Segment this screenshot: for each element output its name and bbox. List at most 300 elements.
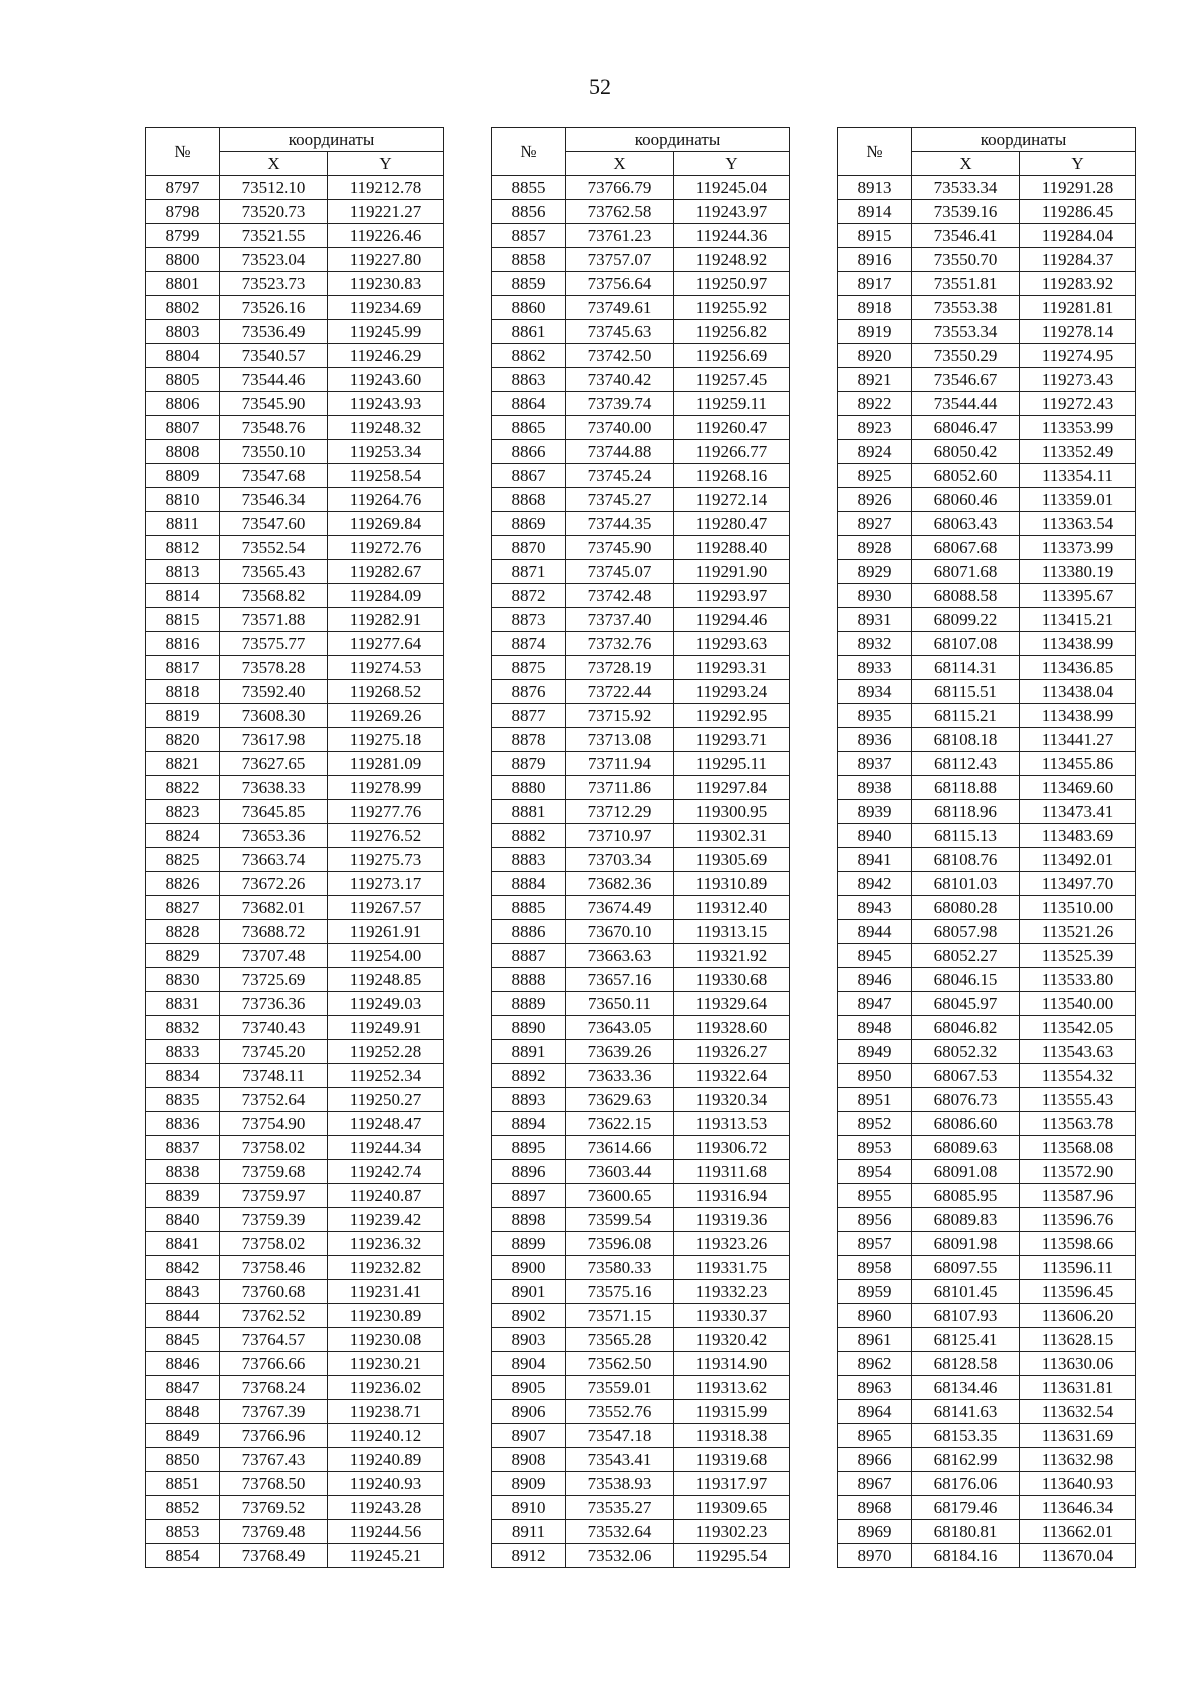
table-row: [492, 344, 790, 368]
x-coordinate-cell: 73614.66: [566, 1136, 674, 1160]
x-coordinate-cell: 68097.55: [912, 1256, 1020, 1280]
table-row: [838, 512, 1136, 536]
table-row: [492, 872, 790, 896]
y-coordinate-cell: 119273.17: [328, 872, 444, 896]
point-number-cell: 8930: [838, 584, 912, 608]
point-number-cell: 8896: [492, 1160, 566, 1184]
point-number-cell: 8924: [838, 440, 912, 464]
point-number-cell: 8800: [146, 248, 220, 272]
y-coordinate-cell: 119272.76: [328, 536, 444, 560]
point-number-cell: 8875: [492, 656, 566, 680]
table-row: [492, 1352, 790, 1376]
y-coordinate-cell: 119319.68: [674, 1448, 790, 1472]
table-row: [146, 1184, 444, 1208]
x-coordinate-cell: 68067.68: [912, 536, 1020, 560]
table-row: [492, 512, 790, 536]
x-coordinate-cell: 73737.40: [566, 608, 674, 632]
y-coordinate-cell: 113631.81: [1020, 1376, 1136, 1400]
x-coordinate-cell: 73768.50: [220, 1472, 328, 1496]
point-number-cell: 8958: [838, 1256, 912, 1280]
x-coordinate-cell: 73764.57: [220, 1328, 328, 1352]
x-coordinate-cell: 73633.36: [566, 1064, 674, 1088]
y-coordinate-cell: 119286.45: [1020, 200, 1136, 224]
x-coordinate-cell: 68134.46: [912, 1376, 1020, 1400]
y-coordinate-cell: 113438.99: [1020, 704, 1136, 728]
point-number-cell: 8866: [492, 440, 566, 464]
y-coordinate-cell: 113596.11: [1020, 1256, 1136, 1280]
point-number-cell: 8912: [492, 1544, 566, 1568]
table-row: [838, 992, 1136, 1016]
table-row: [146, 944, 444, 968]
y-coordinate-cell: 119291.28: [1020, 176, 1136, 200]
x-coordinate-cell: 73622.15: [566, 1112, 674, 1136]
x-coordinate-cell: 73629.63: [566, 1088, 674, 1112]
point-number-cell: 8960: [838, 1304, 912, 1328]
y-coordinate-cell: 119276.52: [328, 824, 444, 848]
x-coordinate-cell: 68180.81: [912, 1520, 1020, 1544]
point-number-cell: 8963: [838, 1376, 912, 1400]
point-number-cell: 8916: [838, 248, 912, 272]
y-coordinate-cell: 119284.09: [328, 584, 444, 608]
point-number-cell: 8928: [838, 536, 912, 560]
x-coordinate-cell: 68050.42: [912, 440, 1020, 464]
point-number-cell: 8855: [492, 176, 566, 200]
y-coordinate-cell: 113555.43: [1020, 1088, 1136, 1112]
table-row: [838, 1112, 1136, 1136]
y-coordinate-cell: 119269.26: [328, 704, 444, 728]
table-row: [146, 1136, 444, 1160]
point-number-cell: 8900: [492, 1256, 566, 1280]
point-number-cell: 8902: [492, 1304, 566, 1328]
point-number-cell: 8821: [146, 752, 220, 776]
y-coordinate-cell: 119309.65: [674, 1496, 790, 1520]
y-coordinate-cell: 113521.26: [1020, 920, 1136, 944]
x-coordinate-cell: 73546.67: [912, 368, 1020, 392]
table-row: [492, 1520, 790, 1544]
x-coordinate-cell: 73603.44: [566, 1160, 674, 1184]
y-coordinate-cell: 113587.96: [1020, 1184, 1136, 1208]
y-coordinate-cell: 113438.99: [1020, 632, 1136, 656]
point-number-cell: 8802: [146, 296, 220, 320]
y-coordinate-cell: 119252.28: [328, 1040, 444, 1064]
y-coordinate-cell: 119245.99: [328, 320, 444, 344]
x-coordinate-cell: 73769.48: [220, 1520, 328, 1544]
table-row: [146, 656, 444, 680]
point-number-cell: 8803: [146, 320, 220, 344]
table-row: [492, 296, 790, 320]
point-number-cell: 8846: [146, 1352, 220, 1376]
table-row: [146, 680, 444, 704]
table-row: [838, 1376, 1136, 1400]
x-coordinate-cell: 68115.21: [912, 704, 1020, 728]
table-row: [838, 776, 1136, 800]
table-row: [146, 920, 444, 944]
table-row: [146, 1232, 444, 1256]
point-number-cell: 8829: [146, 944, 220, 968]
table-row: [492, 1424, 790, 1448]
point-number-cell: 8880: [492, 776, 566, 800]
x-coordinate-cell: 73674.49: [566, 896, 674, 920]
y-coordinate-cell: 119246.29: [328, 344, 444, 368]
y-coordinate-cell: 119278.99: [328, 776, 444, 800]
y-coordinate-cell: 119293.24: [674, 680, 790, 704]
y-coordinate-cell: 119240.12: [328, 1424, 444, 1448]
y-coordinate-cell: 113510.00: [1020, 896, 1136, 920]
y-coordinate-cell: 119320.42: [674, 1328, 790, 1352]
table-row: [146, 608, 444, 632]
point-number-cell: 8819: [146, 704, 220, 728]
table-row: [146, 1424, 444, 1448]
y-coordinate-cell: 119248.85: [328, 968, 444, 992]
point-number-cell: 8944: [838, 920, 912, 944]
point-number-cell: 8851: [146, 1472, 220, 1496]
point-number-cell: 8907: [492, 1424, 566, 1448]
table-row: [146, 896, 444, 920]
y-coordinate-cell: 119284.37: [1020, 248, 1136, 272]
point-number-cell: 8811: [146, 512, 220, 536]
x-coordinate-cell: 73580.33: [566, 1256, 674, 1280]
x-coordinate-cell: 68091.98: [912, 1232, 1020, 1256]
table-row: [146, 1520, 444, 1544]
table-row: [146, 1376, 444, 1400]
table-row: [146, 536, 444, 560]
point-number-cell: 8799: [146, 224, 220, 248]
x-coordinate-cell: 73757.07: [566, 248, 674, 272]
point-number-cell: 8858: [492, 248, 566, 272]
table-row: [146, 1352, 444, 1376]
x-coordinate-cell: 73512.10: [220, 176, 328, 200]
x-coordinate-cell: 68128.58: [912, 1352, 1020, 1376]
table-row: [146, 344, 444, 368]
x-coordinate-cell: 73578.28: [220, 656, 328, 680]
x-coordinate-cell: 73767.43: [220, 1448, 328, 1472]
x-coordinate-cell: 73745.63: [566, 320, 674, 344]
y-coordinate-cell: 119273.43: [1020, 368, 1136, 392]
table-row: [146, 392, 444, 416]
point-number-cell: 8891: [492, 1040, 566, 1064]
y-coordinate-cell: 119250.27: [328, 1088, 444, 1112]
point-number-cell: 8940: [838, 824, 912, 848]
point-number-cell: 8810: [146, 488, 220, 512]
table-row: [838, 968, 1136, 992]
x-coordinate-cell: 73538.93: [566, 1472, 674, 1496]
x-coordinate-cell: 73740.42: [566, 368, 674, 392]
table-row: [146, 416, 444, 440]
x-coordinate-cell: 68089.63: [912, 1136, 1020, 1160]
table-row: [838, 1232, 1136, 1256]
point-number-cell: 8888: [492, 968, 566, 992]
point-number-cell: 8925: [838, 464, 912, 488]
y-coordinate-cell: 119275.73: [328, 848, 444, 872]
x-coordinate-cell: 73547.18: [566, 1424, 674, 1448]
y-coordinate-cell: 119236.02: [328, 1376, 444, 1400]
point-number-cell: 8931: [838, 608, 912, 632]
y-coordinate-cell: 113670.04: [1020, 1544, 1136, 1568]
point-number-cell: 8838: [146, 1160, 220, 1184]
table-row: [838, 368, 1136, 392]
x-coordinate-cell: 73759.39: [220, 1208, 328, 1232]
y-coordinate-cell: 119245.21: [328, 1544, 444, 1568]
x-coordinate-cell: 68076.73: [912, 1088, 1020, 1112]
table-row: [492, 200, 790, 224]
y-coordinate-cell: 119248.47: [328, 1112, 444, 1136]
table-row: [146, 752, 444, 776]
point-number-cell: 8956: [838, 1208, 912, 1232]
y-coordinate-cell: 119269.84: [328, 512, 444, 536]
point-number-cell: 8894: [492, 1112, 566, 1136]
x-coordinate-cell: 73745.27: [566, 488, 674, 512]
y-coordinate-cell: 119267.57: [328, 896, 444, 920]
y-coordinate-cell: 113352.49: [1020, 440, 1136, 464]
x-coordinate-cell: 73523.04: [220, 248, 328, 272]
y-coordinate-cell: 119292.95: [674, 704, 790, 728]
y-coordinate-cell: 119306.72: [674, 1136, 790, 1160]
point-number-cell: 8847: [146, 1376, 220, 1400]
table-row: [492, 1376, 790, 1400]
x-coordinate-cell: 73643.05: [566, 1016, 674, 1040]
header-number: №: [492, 128, 566, 176]
y-coordinate-cell: 119258.54: [328, 464, 444, 488]
point-number-cell: 8885: [492, 896, 566, 920]
table-row: [492, 392, 790, 416]
table-row: [838, 1496, 1136, 1520]
y-coordinate-cell: 119243.97: [674, 200, 790, 224]
table-row: [492, 224, 790, 248]
point-number-cell: 8883: [492, 848, 566, 872]
x-coordinate-cell: 73749.61: [566, 296, 674, 320]
point-number-cell: 8932: [838, 632, 912, 656]
table-row: [838, 584, 1136, 608]
x-coordinate-cell: 73758.46: [220, 1256, 328, 1280]
coordinate-table-2: [491, 127, 790, 1568]
x-coordinate-cell: 73766.66: [220, 1352, 328, 1376]
point-number-cell: 8864: [492, 392, 566, 416]
y-coordinate-cell: 119332.23: [674, 1280, 790, 1304]
table-row: [492, 1544, 790, 1568]
y-coordinate-cell: 119295.11: [674, 752, 790, 776]
point-number-cell: 8913: [838, 176, 912, 200]
y-coordinate-cell: 119319.36: [674, 1208, 790, 1232]
point-number-cell: 8809: [146, 464, 220, 488]
y-coordinate-cell: 113533.80: [1020, 968, 1136, 992]
coordinate-tables: [0, 127, 1200, 1587]
table-row: [492, 488, 790, 512]
x-coordinate-cell: 73663.74: [220, 848, 328, 872]
y-coordinate-cell: 113525.39: [1020, 944, 1136, 968]
table-row: [492, 440, 790, 464]
x-coordinate-cell: 73759.97: [220, 1184, 328, 1208]
table-row: [838, 560, 1136, 584]
table-row: [146, 1496, 444, 1520]
table-row: [146, 320, 444, 344]
x-coordinate-cell: 73710.97: [566, 824, 674, 848]
table-row: [146, 1016, 444, 1040]
x-coordinate-cell: 73752.64: [220, 1088, 328, 1112]
point-number-cell: 8914: [838, 200, 912, 224]
x-coordinate-cell: 73657.16: [566, 968, 674, 992]
x-coordinate-cell: 68101.03: [912, 872, 1020, 896]
y-coordinate-cell: 113646.34: [1020, 1496, 1136, 1520]
y-coordinate-cell: 119316.94: [674, 1184, 790, 1208]
table-row: [838, 1136, 1136, 1160]
x-coordinate-cell: 73688.72: [220, 920, 328, 944]
point-number-cell: 8887: [492, 944, 566, 968]
point-number-cell: 8905: [492, 1376, 566, 1400]
table-row: [146, 248, 444, 272]
point-number-cell: 8841: [146, 1232, 220, 1256]
y-coordinate-cell: 119260.47: [674, 416, 790, 440]
y-coordinate-cell: 119244.36: [674, 224, 790, 248]
table-row: [146, 1400, 444, 1424]
y-coordinate-cell: 119248.32: [328, 416, 444, 440]
x-coordinate-cell: 68067.53: [912, 1064, 1020, 1088]
table-row: [146, 224, 444, 248]
table-row: [492, 680, 790, 704]
table-row: [838, 344, 1136, 368]
y-coordinate-cell: 119314.90: [674, 1352, 790, 1376]
point-number-cell: 8947: [838, 992, 912, 1016]
y-coordinate-cell: 119281.81: [1020, 296, 1136, 320]
x-coordinate-cell: 68052.32: [912, 1040, 1020, 1064]
table-row: [838, 1544, 1136, 1568]
x-coordinate-cell: 68112.43: [912, 752, 1020, 776]
x-coordinate-cell: 68088.58: [912, 584, 1020, 608]
point-number-cell: 8918: [838, 296, 912, 320]
x-coordinate-cell: 73745.07: [566, 560, 674, 584]
point-number-cell: 8929: [838, 560, 912, 584]
point-number-cell: 8814: [146, 584, 220, 608]
point-number-cell: 8898: [492, 1208, 566, 1232]
table-row: [492, 632, 790, 656]
x-coordinate-cell: 73600.65: [566, 1184, 674, 1208]
y-coordinate-cell: 119259.11: [674, 392, 790, 416]
y-coordinate-cell: 119293.97: [674, 584, 790, 608]
table-row: [146, 1448, 444, 1472]
table-row: [838, 248, 1136, 272]
y-coordinate-cell: 113554.32: [1020, 1064, 1136, 1088]
table-row: [838, 1352, 1136, 1376]
x-coordinate-cell: 73544.44: [912, 392, 1020, 416]
point-number-cell: 8882: [492, 824, 566, 848]
table-row: [838, 392, 1136, 416]
y-coordinate-cell: 119313.53: [674, 1112, 790, 1136]
point-number-cell: 8869: [492, 512, 566, 536]
point-number-cell: 8828: [146, 920, 220, 944]
y-coordinate-cell: 119261.91: [328, 920, 444, 944]
point-number-cell: 8861: [492, 320, 566, 344]
point-number-cell: 8941: [838, 848, 912, 872]
y-coordinate-cell: 119320.34: [674, 1088, 790, 1112]
y-coordinate-cell: 119226.46: [328, 224, 444, 248]
x-coordinate-cell: 73713.08: [566, 728, 674, 752]
point-number-cell: 8961: [838, 1328, 912, 1352]
y-coordinate-cell: 119239.42: [328, 1208, 444, 1232]
table-row: [146, 440, 444, 464]
x-coordinate-cell: 73739.74: [566, 392, 674, 416]
y-coordinate-cell: 119256.82: [674, 320, 790, 344]
y-coordinate-cell: 119248.92: [674, 248, 790, 272]
point-number-cell: 8943: [838, 896, 912, 920]
table-row: [838, 536, 1136, 560]
table-row: [146, 488, 444, 512]
point-number-cell: 8845: [146, 1328, 220, 1352]
point-number-cell: 8849: [146, 1424, 220, 1448]
table-row: [492, 728, 790, 752]
y-coordinate-cell: 119240.89: [328, 1448, 444, 1472]
x-coordinate-cell: 73546.34: [220, 488, 328, 512]
x-coordinate-cell: 73645.85: [220, 800, 328, 824]
point-number-cell: 8919: [838, 320, 912, 344]
x-coordinate-cell: 73682.36: [566, 872, 674, 896]
x-coordinate-cell: 73712.29: [566, 800, 674, 824]
y-coordinate-cell: 119249.03: [328, 992, 444, 1016]
table-row: [146, 1304, 444, 1328]
table-row: [492, 920, 790, 944]
x-coordinate-cell: 73754.90: [220, 1112, 328, 1136]
point-number-cell: 8852: [146, 1496, 220, 1520]
y-coordinate-cell: 119278.14: [1020, 320, 1136, 344]
x-coordinate-cell: 68099.22: [912, 608, 1020, 632]
point-number-cell: 8964: [838, 1400, 912, 1424]
point-number-cell: 8862: [492, 344, 566, 368]
y-coordinate-cell: 119234.69: [328, 296, 444, 320]
point-number-cell: 8933: [838, 656, 912, 680]
table-row: [146, 728, 444, 752]
y-coordinate-cell: 119277.64: [328, 632, 444, 656]
table-row: [492, 368, 790, 392]
table-row: [838, 200, 1136, 224]
point-number-cell: 8881: [492, 800, 566, 824]
y-coordinate-cell: 119311.68: [674, 1160, 790, 1184]
point-number-cell: 8856: [492, 200, 566, 224]
point-number-cell: 8804: [146, 344, 220, 368]
table-row: [492, 1304, 790, 1328]
x-coordinate-cell: 73571.15: [566, 1304, 674, 1328]
table-row: [492, 1184, 790, 1208]
y-coordinate-cell: 119322.64: [674, 1064, 790, 1088]
y-coordinate-cell: 119293.63: [674, 632, 790, 656]
point-number-cell: 8948: [838, 1016, 912, 1040]
table-row: [838, 1472, 1136, 1496]
point-number-cell: 8953: [838, 1136, 912, 1160]
x-coordinate-cell: 73722.44: [566, 680, 674, 704]
point-number-cell: 8892: [492, 1064, 566, 1088]
y-coordinate-cell: 113441.27: [1020, 728, 1136, 752]
y-coordinate-cell: 119240.93: [328, 1472, 444, 1496]
table-row: [838, 1280, 1136, 1304]
point-number-cell: 8839: [146, 1184, 220, 1208]
point-number-cell: 8876: [492, 680, 566, 704]
y-coordinate-cell: 119283.92: [1020, 272, 1136, 296]
point-number-cell: 8843: [146, 1280, 220, 1304]
y-coordinate-cell: 119282.91: [328, 608, 444, 632]
point-number-cell: 8920: [838, 344, 912, 368]
table-row: [492, 944, 790, 968]
y-coordinate-cell: 119293.31: [674, 656, 790, 680]
table-row: [492, 992, 790, 1016]
point-number-cell: 8797: [146, 176, 220, 200]
y-coordinate-cell: 119331.75: [674, 1256, 790, 1280]
y-coordinate-cell: 113438.04: [1020, 680, 1136, 704]
x-coordinate-cell: 73715.92: [566, 704, 674, 728]
header-y: Y: [328, 152, 444, 176]
point-number-cell: 8939: [838, 800, 912, 824]
point-number-cell: 8923: [838, 416, 912, 440]
table-row: [492, 1208, 790, 1232]
table-row: [838, 656, 1136, 680]
y-coordinate-cell: 113455.86: [1020, 752, 1136, 776]
table-row: [492, 1040, 790, 1064]
